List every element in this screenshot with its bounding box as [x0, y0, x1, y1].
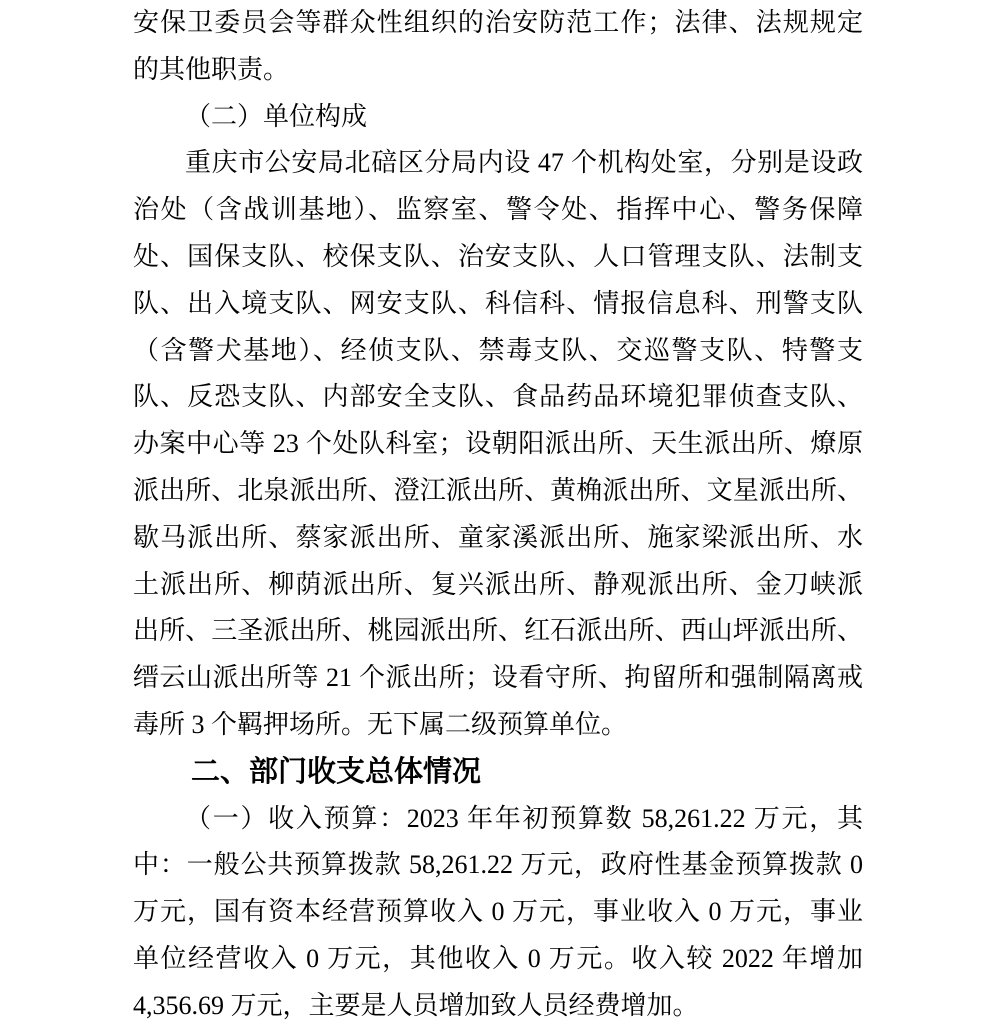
section-heading: 二、部门收支总体情况 [191, 755, 482, 788]
text-line: 安保卫委员会等群众性组织的治安防范工作；法律、法规规定 [133, 8, 863, 37]
text-line: 队、出入境支队、网安支队、科信科、情报信息科、刑警支队 [133, 288, 863, 318]
text-line: 歇马派出所、蔡家派出所、童家溪派出所、施家梁派出所、水 [133, 522, 863, 552]
text-line: 毒所 3 个羁押场所。无下属二级预算单位。 [133, 709, 628, 739]
text-line: 土派出所、柳荫派出所、复兴派出所、静观派出所、金刀峡派 [133, 569, 863, 599]
text-block [133, 0, 863, 1024]
text-line: 缙云山派出所等 21 个派出所；设看守所、拘留所和强制隔离戒 [133, 663, 863, 693]
text-line: 派出所、北泉派出所、澄江派出所、黄桷派出所、文星派出所、 [133, 475, 863, 505]
text-line: 治处（含战训基地）、监察室、警令处、指挥中心、警务保障 [133, 195, 863, 225]
text-line: 4,356.69 万元，主要是人员增加致人员经费增加。 [133, 990, 699, 1020]
text-line: 万元，国有资本经营预算收入 0 万元，事业收入 0 万元，事业 [133, 897, 863, 927]
text-line: 处、国保支队、校保支队、治安支队、人口管理支队、法制支 [133, 241, 863, 271]
text-line: 的其他职责。 [133, 54, 290, 84]
text-line: 单位经营收入 0 万元，其他收入 0 万元。收入较 2022 年增加 [133, 943, 863, 973]
text-line: 中：一般公共预算拨款 58,261.22 万元，政府性基金预算拨款 0 [133, 850, 863, 880]
text-line: （一）收入预算：2023 年年初预算数 58,261.22 万元，其 [185, 803, 863, 833]
text-line: （含警犬基地）、经侦支队、禁毒支队、交巡警支队、特警支 [133, 335, 863, 365]
text-line: 队、反恐支队、内部安全支队、食品药品环境犯罪侦查支队、 [133, 382, 863, 412]
text-line: 办案中心等 23 个处队科室；设朝阳派出所、天生派出所、燎原 [133, 429, 863, 459]
text-line: （二）单位构成 [185, 101, 368, 131]
text-line: 重庆市公安局北碚区分局内设 47 个机构处室，分别是设政 [185, 148, 863, 178]
text-line: 出所、三圣派出所、桃园派出所、红石派出所、西山坪派出所、 [133, 616, 863, 646]
